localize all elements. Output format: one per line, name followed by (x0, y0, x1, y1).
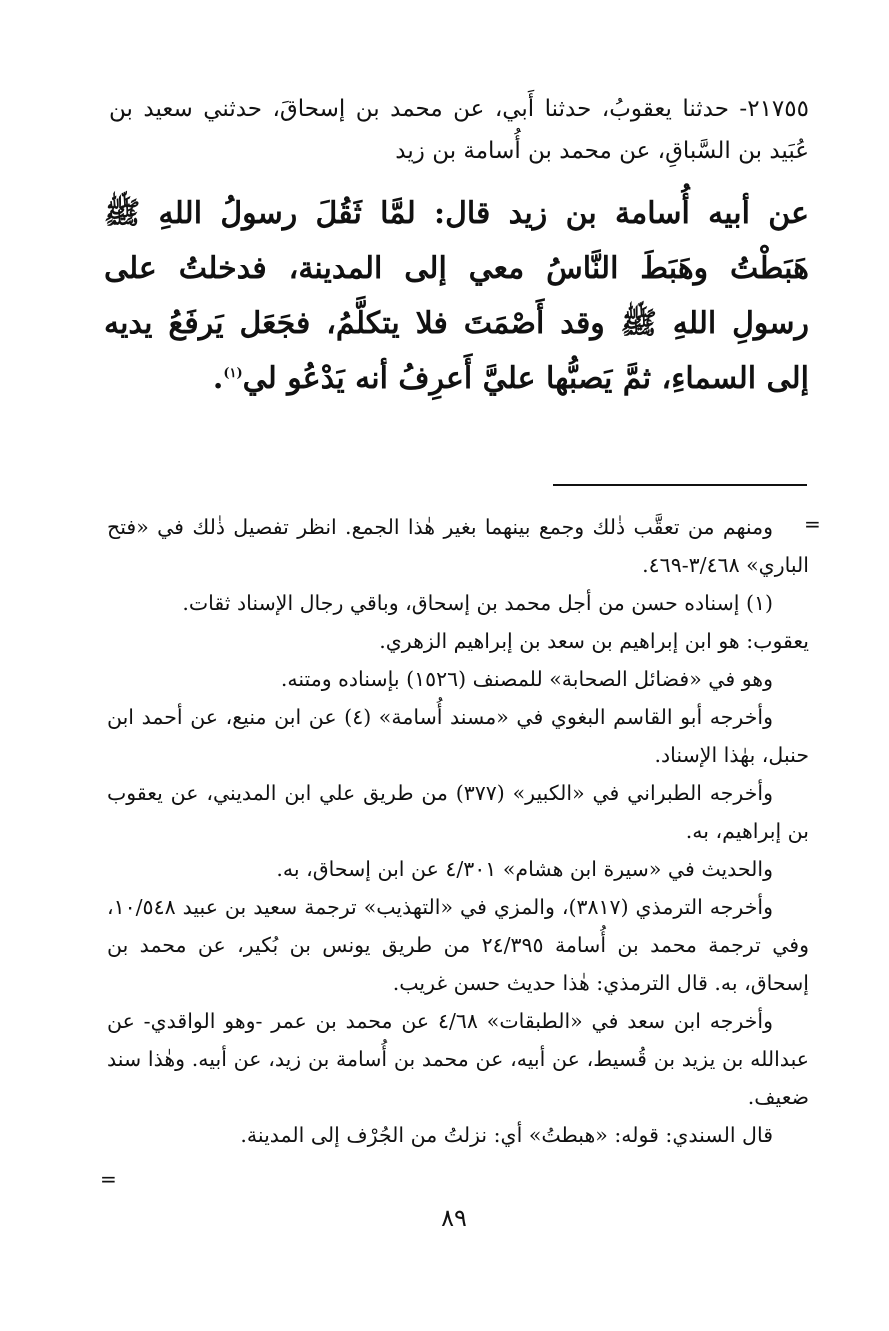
note-line: قال السندي: قوله: «هبطتُ» أي: نزلتُ من الجُرْف إلى المدينة. (240, 1123, 773, 1147)
matn-end-punct: . (212, 361, 224, 396)
note-line: ومنهم من تعقَّب ذٰلك وجمع بينهما بغير هٰذا الجمع. انظر تفصيل ذٰلك في «فتح الباري» ٣/٤٦٨-٤٦٩. (107, 515, 809, 577)
note-line: (١) إسناده حسن من أجل محمد بن إسحاق، وباقي رجال الإسناد ثقات. (182, 591, 773, 615)
note-line: وأخرجه أبو القاسم البغوي في «مسند أُسامة» (٤) عن ابن منيع، عن أحمد ابن حنبل، بهٰذا الإسناد. (107, 705, 809, 767)
note-line: يعقوب: هو ابن إبراهيم بن سعد بن إبراهيم الزهري. (379, 629, 809, 653)
matn-text: عن أبيه أُسامة بن زيد قال: لمَّا ثَقُلَ رسولُ اللهِ ﷺ هَبَطْتُ وهَبَطَ النَّاسُ معي إلى المدينة، فدخلتُ على رسولِ اللهِ ﷺ وقد أَصْمَتَ فلا يتكلَّمُ، فجَعَل يَرفَعُ يديه إلى السماءِ، ثمَّ يَصبُّها عليَّ أَعرِفُ أنه يَدْعُو لي (104, 196, 809, 396)
note-line: وهو في «فضائل الصحابة» للمصنف (١٥٢٦) بإسناده ومتنه. (280, 667, 773, 691)
hadith-isnad: ٢١٧٥٥- حدثنا يعقوبُ، حدثنا أَبي، عن محمد بن إسحاقَ، حدثني سعيد بن عُبَيد بن السَّباقِ، عن محمد بن أُسامة بن زيد (109, 96, 809, 164)
hadith-matn (104, 186, 809, 406)
page-number: ٨٩ (441, 1204, 467, 1232)
note-line: والحديث في «سيرة ابن هشام» ٤/٣٠١ عن ابن إسحاق، به. (276, 857, 773, 881)
continuation-mark-bottom: = (100, 1167, 117, 1191)
footnote-separator (553, 484, 807, 486)
continuation-mark-top: = (804, 512, 821, 536)
note-line: وأخرجه ابن سعد في «الطبقات» ٤/٦٨ عن محمد بن عمر -وهو الواقدي- عن عبدالله بن يزيد بن قُسيط، عن أبيه، عن محمد بن أُسامة بن زيد، عن أبيه. وهٰذا سند ضعيف. (107, 1009, 809, 1109)
footnote-ref: (١) (223, 366, 243, 381)
note-line: وأخرجه الطبراني في «الكبير» (٣٧٧) من طريق علي ابن المديني، عن يعقوب بن إبراهيم، به. (107, 781, 809, 843)
note-line: وأخرجه الترمذي (٣٨١٧)، والمزي في «التهذيب» ترجمة سعيد بن عبيد ١٠/٥٤٨، وفي ترجمة محمد بن أُسامة ٢٤/٣٩٥ من طريق يونس بن بُكير، عن محمد بن إسحاق، به. قال الترمذي: هٰذا حديث حسن غريب. (107, 895, 809, 995)
footnotes (107, 508, 809, 1154)
